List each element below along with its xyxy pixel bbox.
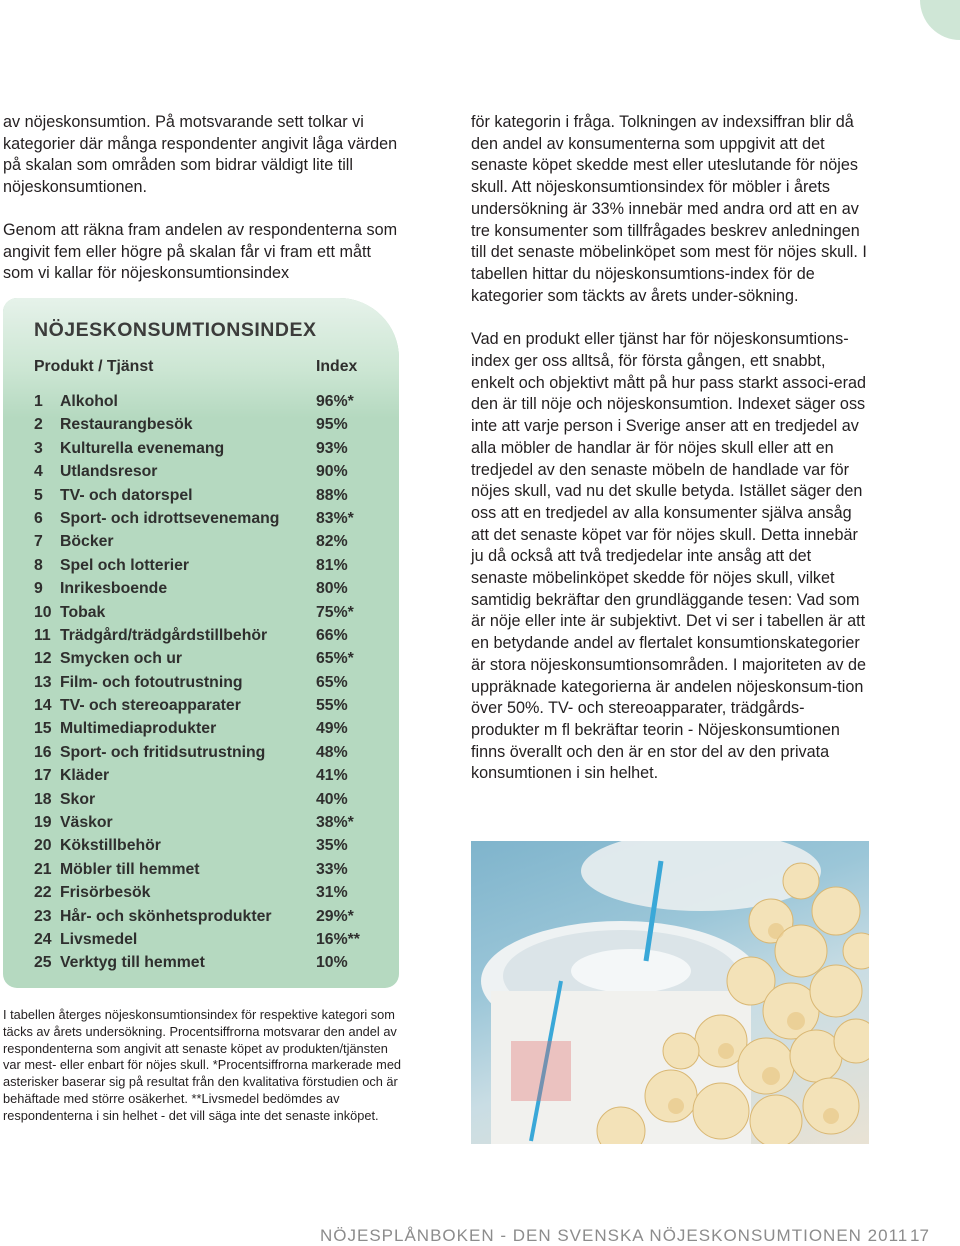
row-index-value: 65% [316,673,348,691]
row-rank: 10 [34,603,52,621]
index-table-row [34,556,374,579]
row-index-value: 33% [316,860,348,878]
row-product-name: Livsmedel [60,930,138,948]
row-product-name: Skor [60,790,96,808]
header-index: Index [316,358,358,375]
row-product-name: Hår- och skönhetsprodukter [60,907,272,925]
index-table-row [34,813,374,836]
row-product-name: Film- och fotoutrustning [60,673,243,691]
row-rank: 2 [34,416,43,434]
index-table-row [34,860,374,883]
row-product-name: TV- och datorspel [60,486,193,504]
row-rank: 4 [34,463,43,481]
row-rank: 9 [34,580,43,598]
index-table-row [34,392,374,415]
popcorn-illustration [471,841,869,1144]
row-product-name: Böcker [60,533,114,551]
index-table-row [34,673,374,696]
row-rank: 22 [34,884,52,902]
index-table-row [34,603,374,626]
row-index-value: 48% [316,743,348,761]
row-product-name: Kläder [60,767,110,785]
intro-paragraph-2: Genom att räkna fram andelen av respondenterna som angivit fem eller högre på skalan får vi fram ett mått som vi kallar för nöjeskonsumtionsindex [3,220,398,283]
index-table-row [34,790,374,813]
row-product-name: Väskor [60,814,113,832]
index-table-row [34,509,374,532]
row-product-name: Multimediaprodukter [60,720,217,738]
left-intro-text [3,112,403,306]
corner-decoration [920,0,960,40]
row-rank: 18 [34,790,52,808]
row-index-value: 16%** [316,930,360,948]
row-product-name: Frisörbesök [60,884,151,902]
index-table-rows [34,392,384,977]
row-rank: 14 [34,697,52,715]
index-table-row [34,953,374,976]
row-rank: 11 [34,626,51,644]
row-rank: 23 [34,907,52,925]
index-table-panel [3,298,399,988]
row-product-name: TV- och stereoapparater [60,697,241,715]
row-index-value: 49% [316,720,348,738]
table-footnote: I tabellen återges nöjeskonsumtionsindex för respektive kategori som täcks av årets undersökning. Procentsiffrorna motsvarar den andel av respondenterna som angivit att senaste köpet av produkten/tjänsten var mest- eller enbart för nöjes skull. *Procentsiffrorna markerade med asterisker baserar sig på resultat från den kvalitativa förstudien och är behäftade med större osäkerhet. **Livsmedel bedömdes av respondenterna i sin helhet - det vill säga inte det senaste inköpet. [3,1007,402,1123]
index-table-row [34,696,374,719]
row-product-name: Verktyg till hemmet [60,954,205,972]
row-product-name: Kökstillbehör [60,837,161,855]
index-table-row [34,883,374,906]
row-index-value: 41% [316,767,348,785]
index-table-row [34,743,374,766]
index-table-row [34,766,374,789]
right-paragraph-1: för kategorin i fråga. Tolkningen av indexsiffran blir då den andel av konsumenterna som uppgivit att det senaste köpet skedde mest eller uteslutande för nöjes skull. Att nöjeskonsumtionsindex för möbler i årets undersökning är 33% innebär med andra ord att en av tre konsumenter som tillfrågades beskrev anledningen till det senaste möbelinköpet som mest för nöjes skull. I tabellen hittar du nöjeskonsumtions-index för de kategorier som täckts av årets under-sökning. [471,113,867,305]
row-rank: 17 [34,767,52,785]
row-rank: 3 [34,439,43,457]
row-rank: 1 [34,393,43,410]
index-table-row [34,719,374,742]
row-index-value: 83%* [316,509,354,527]
row-rank: 19 [34,814,52,832]
popcorn-photo [471,841,869,1144]
row-product-name: Smycken och ur [60,650,183,668]
row-index-value: 55% [316,697,348,715]
header-product: Produkt / Tjänst [34,358,154,375]
row-rank: 21 [34,860,52,878]
index-table-row [34,462,374,485]
row-rank: 12 [34,650,52,668]
row-index-value: 95% [316,416,348,434]
row-rank: 20 [34,837,52,855]
row-rank: 7 [34,533,43,551]
row-index-value: 82% [316,533,348,551]
intro-paragraph-1: av nöjeskonsumtion. På motsvarande sett tolkar vi kategorier där många respondenter angivit låga värden på skalan som områden som bidrar väldigt lite till nöjeskonsumtionen. [3,113,398,197]
index-table-row [34,626,374,649]
row-index-value: 35% [316,837,348,855]
row-index-value: 80% [316,580,348,598]
row-rank: 25 [34,954,52,972]
row-rank: 5 [34,486,43,504]
row-product-name: Utlandsresor [60,463,158,481]
row-index-value: 65%* [316,650,354,668]
row-product-name: Möbler till hemmet [60,860,200,878]
row-product-name: Restaurangbesök [60,416,193,434]
row-rank: 16 [34,743,52,761]
index-table-row [34,836,374,859]
index-table-row [34,649,374,672]
row-rank: 8 [34,556,43,574]
row-index-value: 88% [316,486,348,504]
page-number: 17 [910,1226,929,1245]
row-rank: 15 [34,720,52,738]
index-table-row [34,439,374,462]
index-table-row [34,907,374,930]
right-column-text [471,112,871,806]
index-table-title: NÖJESKONSUMTIONSINDEX [34,319,317,341]
row-index-value: 96%* [316,393,354,410]
row-rank: 6 [34,509,43,527]
row-rank: 13 [34,673,52,691]
row-product-name: Tobak [60,603,106,621]
row-product-name: Spel och lotterier [60,556,190,574]
row-index-value: 66% [316,626,348,644]
index-table-row [34,486,374,509]
row-index-value: 93% [316,439,348,457]
right-paragraph-2: Vad en produkt eller tjänst har för nöjeskonsumtions-index ger oss alltså, för första gången, ett snabbt, enkelt och objektivt mått på hur pass starkt associ-erad den är till nöje och nöjeskonsumtion. Indexet säger oss inte att varje person i Sverige anser att en tredjedel av alla möbler de handlar är för nöjes skull eller att en tredjedel av den senaste möbeln de handlade var för nöjes skull, vad nu det skulle betyda. Istället säger den oss att en tredjedel av alla konsumenter själva ansåg att det senaste köpet var för nöjes skull. Detta innebär ju då också att två tredjedelar inte ansåg att det senaste möbelinköpet skedde för nöjes skull, vilket samtidig bekräftar den grundläggande tesen: Vad som är nöje eller inte är subjektivt. Det vi ser i tabellen är att en betydande andel av flertalet konsumtionskategorier är stora nöjeskonsumtionsområden. I majoriteten av de uppräknade kategorierna är andelen nöjeskonsum-tion över 50%. TV- och stereoapparater, trädgårds-produkter m fl bekräftar teorin - Nöjeskonsumtionen finns överallt och den är en stor del av den privata konsumtionen i sin helhet. [471,330,866,783]
row-index-value: 38%* [316,814,354,832]
index-table-row [34,930,374,953]
row-product-name: Trädgård/trädgårdstillbehör [60,626,268,644]
row-rank: 24 [34,930,52,948]
row-product-name: Kulturella evenemang [60,439,225,457]
row-product-name: Alkohol [60,393,118,410]
row-index-value: 81% [316,556,348,574]
row-product-name: Sport- och fritidsutrustning [60,743,266,761]
row-index-value: 29%* [316,907,354,925]
row-product-name: Sport- och idrottsevenemang [60,509,280,527]
index-table-row [34,579,374,602]
index-table-row [34,415,374,438]
row-index-value: 90% [316,463,348,481]
index-table-row [34,532,374,555]
row-index-value: 40% [316,790,348,808]
row-product-name: Inrikesboende [60,580,168,598]
row-index-value: 31% [316,884,348,902]
row-index-value: 10% [316,954,348,972]
row-index-value: 75%* [316,603,354,621]
footer-title: NÖJESPLÅNBOKEN - DEN SVENSKA NÖJESKONSUMTIONEN 2011 [320,1226,909,1245]
